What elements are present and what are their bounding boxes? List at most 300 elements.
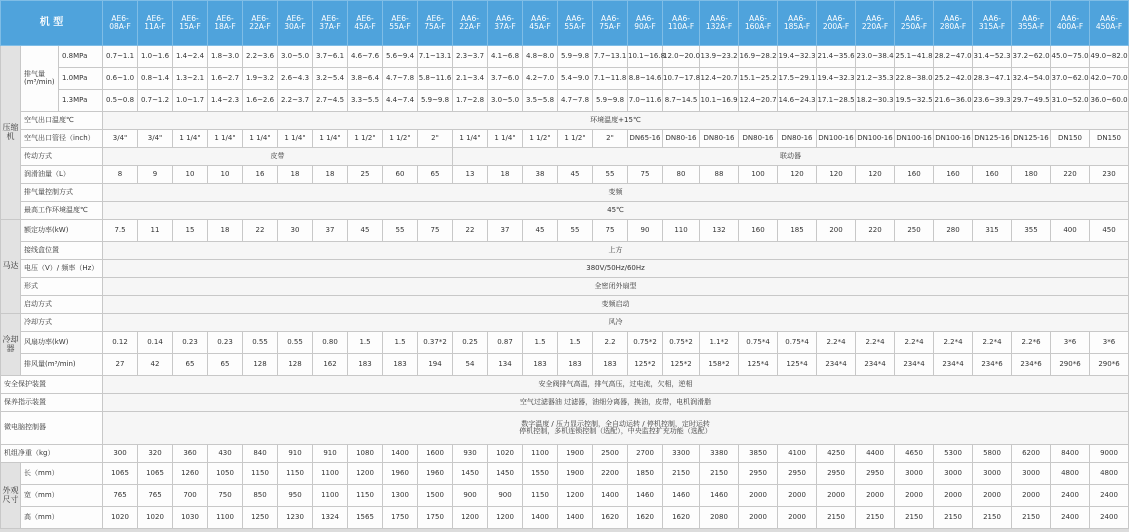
- outlet-size-cell: DN150: [1051, 130, 1090, 148]
- length-cell: 1960: [418, 463, 453, 485]
- height-cell: 2400: [1090, 507, 1129, 529]
- height-cell: 2150: [856, 507, 895, 529]
- exhaust-cell: 183: [523, 354, 558, 376]
- exhaust-cell: 234*4: [856, 354, 895, 376]
- fan-power-cell: 0.80: [313, 332, 348, 354]
- form-row: [1, 278, 1129, 296]
- weight-cell: 5300: [934, 445, 973, 463]
- length-cell: 2200: [593, 463, 628, 485]
- outlet-size-cell: DN125-16: [1012, 130, 1051, 148]
- microcontrol-label: 微电脑控制器: [1, 412, 103, 445]
- model-title: 机 型: [1, 1, 103, 46]
- fan-power-cell: 0.12: [103, 332, 138, 354]
- width-cell: 1150: [523, 485, 558, 507]
- height-cell: 2150: [895, 507, 934, 529]
- flow-cell: 31.0~52.0: [1051, 90, 1090, 112]
- oil-cell: 10: [208, 166, 243, 184]
- motor-power-cell: 355: [1012, 220, 1051, 242]
- model-cell: AE6-37A-F: [313, 1, 348, 46]
- width-cell: 1400: [593, 485, 628, 507]
- fan-power-cell: 0.75*2: [663, 332, 700, 354]
- flow-cell: 23.6~39.3: [973, 90, 1012, 112]
- length-cell: 1850: [628, 463, 663, 485]
- flow-cell: 1.8~3.0: [208, 46, 243, 68]
- weight-cell: 360: [173, 445, 208, 463]
- height-cell: 1250: [243, 507, 278, 529]
- weight-cell: 1020: [488, 445, 523, 463]
- flow-cell: 32.4~54.0: [1012, 68, 1051, 90]
- flow-cell: 12.0~20.0: [663, 46, 700, 68]
- oil-cell: 120: [817, 166, 856, 184]
- flow-cell: 4.6~7.6: [348, 46, 383, 68]
- outlet-size-cell: DN100-16: [856, 130, 895, 148]
- fan-power-cell: 0.23: [208, 332, 243, 354]
- fan-power-cell: 0.87: [488, 332, 523, 354]
- cooling-method-label: 冷却方式: [21, 314, 103, 332]
- fan-power-cell: 0.75*4: [739, 332, 778, 354]
- model-cell: AA6-75A-F: [593, 1, 628, 46]
- exhaust-cell: 125*4: [739, 354, 778, 376]
- flow-cell: 0.5~0.8: [103, 90, 138, 112]
- outlet-size-cell: 2": [418, 130, 453, 148]
- weight-cell: 8400: [1051, 445, 1090, 463]
- flow-cell: 2.1~3.4: [453, 68, 488, 90]
- outlet-size-cell: 1 1/4": [278, 130, 313, 148]
- width-cell: 2400: [1090, 485, 1129, 507]
- flow-cell: 28.2~47.0: [934, 46, 973, 68]
- terminal-label: 接线盒位置: [21, 242, 103, 260]
- flow-cell: 5.8~11.6: [418, 68, 453, 90]
- microcontrol-value: [103, 412, 1129, 445]
- outlet-size-cell: DN100-16: [817, 130, 856, 148]
- drive-label: 传动方式: [21, 148, 103, 166]
- exhaust-cell: 42: [138, 354, 173, 376]
- height-row: [1, 507, 1129, 529]
- flow-cell: 1.0~1.7: [173, 90, 208, 112]
- weight-label: 机组净重（kg）: [1, 445, 103, 463]
- safety-label: 安全保护装置: [1, 376, 103, 394]
- exhaust-cell: 290*6: [1051, 354, 1090, 376]
- flow-cell: 3.2~5.4: [313, 68, 348, 90]
- width-cell: 2000: [973, 485, 1012, 507]
- height-cell: 2150: [1012, 507, 1051, 529]
- fan-power-label: 风扇功率(kW): [21, 332, 103, 354]
- width-cell: 950: [278, 485, 313, 507]
- motor-power-cell: 110: [663, 220, 700, 242]
- outlet-size-cell: 1 1/2": [383, 130, 418, 148]
- flow-cell: 0.7~1.2: [138, 90, 173, 112]
- height-cell: 1200: [453, 507, 488, 529]
- model-cell: AA6-250A-F: [895, 1, 934, 46]
- length-cell: 3000: [895, 463, 934, 485]
- fan-power-cell: 0.37*2: [418, 332, 453, 354]
- terminal-row: [1, 242, 1129, 260]
- max-temp-row: [1, 202, 1129, 220]
- weight-cell: 6200: [1012, 445, 1051, 463]
- flow-cell: 7.0~11.6: [628, 90, 663, 112]
- exhaust-cell: 54: [453, 354, 488, 376]
- length-row: [1, 463, 1129, 485]
- group-cooler: 冷却器: [1, 314, 21, 376]
- exhaust-row: [1, 354, 1129, 376]
- flow-cell: 1.6~2.6: [243, 90, 278, 112]
- outlet-size-cell: 2": [593, 130, 628, 148]
- exhaust-cell: 234*6: [1012, 354, 1051, 376]
- oil-cell: 10: [173, 166, 208, 184]
- oil-cell: 75: [628, 166, 663, 184]
- exhaust-cell: 234*6: [973, 354, 1012, 376]
- exhaust-cell: 194: [418, 354, 453, 376]
- outlet-size-cell: DN80-16: [700, 130, 739, 148]
- safety-value: 安全阀排气高温，排气高压，过电流，欠相，逆相: [103, 376, 1129, 394]
- motor-power-cell: 22: [453, 220, 488, 242]
- length-cell: 1450: [488, 463, 523, 485]
- start-row: [1, 296, 1129, 314]
- exhaust-cell: 128: [278, 354, 313, 376]
- flow-cell: 12.4~20.7: [700, 68, 739, 90]
- flow-cell: 21.2~35.3: [856, 68, 895, 90]
- motor-power-cell: 55: [383, 220, 418, 242]
- width-cell: 900: [453, 485, 488, 507]
- weight-cell: 1100: [523, 445, 558, 463]
- oil-cell: 18: [278, 166, 313, 184]
- length-cell: 1450: [453, 463, 488, 485]
- flow-row: [1, 46, 1129, 68]
- model-header-row: [1, 1, 1129, 46]
- model-cell: AA6-45A-F: [523, 1, 558, 46]
- fan-power-cell: 1.5: [383, 332, 418, 354]
- length-cell: 3000: [973, 463, 1012, 485]
- cooling-method-value: 风冷: [103, 314, 1129, 332]
- outlet-size-cell: 1 1/4": [243, 130, 278, 148]
- fan-power-cell: 2.2*4: [817, 332, 856, 354]
- height-cell: 1620: [628, 507, 663, 529]
- weight-cell: 300: [103, 445, 138, 463]
- model-cell: AA6-450A-F: [1090, 1, 1129, 46]
- oil-cell: 88: [700, 166, 739, 184]
- flow-cell: 1.3~2.1: [173, 68, 208, 90]
- flow-cell: 25.1~41.8: [895, 46, 934, 68]
- flow-cell: 0.8~1.4: [138, 68, 173, 90]
- width-cell: 1460: [628, 485, 663, 507]
- oil-cell: 120: [856, 166, 895, 184]
- oil-cell: 55: [593, 166, 628, 184]
- height-cell: 1400: [558, 507, 593, 529]
- model-cell: AA6-315A-F: [973, 1, 1012, 46]
- fan-power-cell: 1.5: [558, 332, 593, 354]
- fan-power-cell: 2.2*6: [1012, 332, 1051, 354]
- length-cell: 1960: [383, 463, 418, 485]
- weight-cell: 4250: [817, 445, 856, 463]
- height-cell: 1100: [208, 507, 243, 529]
- flow-cell: 4.8~8.0: [523, 46, 558, 68]
- flow-label: 排气量(m³/min): [21, 46, 59, 112]
- flow-cell: 3.0~5.0: [278, 46, 313, 68]
- oil-label: 润滑油量（L）: [21, 166, 103, 184]
- group-motor: 马达: [1, 220, 21, 314]
- model-cell: AA6-22A-F: [453, 1, 488, 46]
- motor-power-row: [1, 220, 1129, 242]
- flow-row: [1, 90, 1129, 112]
- flow-cell: 37.0~62.0: [1051, 68, 1090, 90]
- flow-cell: 8.8~14.6: [628, 68, 663, 90]
- length-cell: 2950: [778, 463, 817, 485]
- flow-cell: 21.4~35.6: [817, 46, 856, 68]
- length-cell: 1260: [173, 463, 208, 485]
- motor-power-cell: 37: [488, 220, 523, 242]
- flow-cell: 8.7~14.5: [663, 90, 700, 112]
- max-temp-value: 45℃: [103, 202, 1129, 220]
- flow-cell: 14.6~24.3: [778, 90, 817, 112]
- oil-cell: 45: [558, 166, 593, 184]
- height-cell: 1200: [488, 507, 523, 529]
- exhaust-cell: 65: [208, 354, 243, 376]
- oil-cell: 16: [243, 166, 278, 184]
- model-cell: AE6-45A-F: [348, 1, 383, 46]
- outlet-size-cell: DN100-16: [895, 130, 934, 148]
- motor-power-cell: 220: [856, 220, 895, 242]
- fan-power-cell: 0.75*4: [778, 332, 817, 354]
- height-cell: 2000: [778, 507, 817, 529]
- fan-power-cell: 2.2: [593, 332, 628, 354]
- fan-power-cell: 0.23: [173, 332, 208, 354]
- flow-cell: 21.6~36.0: [934, 90, 973, 112]
- fan-power-cell: 0.25: [453, 332, 488, 354]
- model-cell: AA6-90A-F: [628, 1, 663, 46]
- flow-cell: 3.7~6.1: [313, 46, 348, 68]
- weight-cell: 1600: [418, 445, 453, 463]
- cooling-method-row: [1, 314, 1129, 332]
- motor-power-cell: 160: [739, 220, 778, 242]
- motor-power-cell: 90: [628, 220, 663, 242]
- length-cell: 1065: [138, 463, 173, 485]
- outlet-size-cell: DN80-16: [778, 130, 817, 148]
- start-label: 启动方式: [21, 296, 103, 314]
- max-temp-label: 最高工作环境温度℃: [21, 202, 103, 220]
- flow-cell: 7.1~11.8: [593, 68, 628, 90]
- oil-cell: 120: [778, 166, 817, 184]
- exhaust-cell: 183: [383, 354, 418, 376]
- width-cell: 1460: [663, 485, 700, 507]
- flow-cell: 45.0~75.0: [1051, 46, 1090, 68]
- flow-cell: 1.0~1.6: [138, 46, 173, 68]
- flow-cell: 22.8~38.0: [895, 68, 934, 90]
- group-dimensions: 外观尺寸: [1, 463, 21, 529]
- flow-cell: 3.0~5.0: [488, 90, 523, 112]
- fan-power-cell: 2.2*4: [856, 332, 895, 354]
- fan-power-cell: 3*6: [1051, 332, 1090, 354]
- width-cell: 700: [173, 485, 208, 507]
- outlet-size-cell: 3/4": [138, 130, 173, 148]
- width-cell: 2000: [778, 485, 817, 507]
- drive-belt: 皮带: [103, 148, 453, 166]
- oil-row: [1, 166, 1129, 184]
- oil-cell: 230: [1090, 166, 1129, 184]
- outlet-size-cell: 1 1/2": [348, 130, 383, 148]
- flow-cell: 2.7~4.5: [313, 90, 348, 112]
- length-cell: 2950: [856, 463, 895, 485]
- model-cell: AA6-160A-F: [739, 1, 778, 46]
- model-cell: AA6-280A-F: [934, 1, 973, 46]
- length-cell: 1550: [523, 463, 558, 485]
- exhaust-cell: 27: [103, 354, 138, 376]
- flow-cell: 10.1~16.8: [628, 46, 663, 68]
- microcontrol-line-1: 数字温度 / 压力显示控制，全自动运转 / 停机控制，定时运转: [521, 419, 710, 428]
- height-cell: 1030: [173, 507, 208, 529]
- oil-cell: 80: [663, 166, 700, 184]
- flow-cell: 5.6~9.4: [383, 46, 418, 68]
- flow-cell: 37.2~62.0: [1012, 46, 1051, 68]
- height-cell: 1620: [593, 507, 628, 529]
- height-cell: 2150: [934, 507, 973, 529]
- flow-cell: 4.1~6.8: [488, 46, 523, 68]
- weight-cell: 910: [278, 445, 313, 463]
- outlet-size-cell: DN65-16: [628, 130, 663, 148]
- flow-cell: 42.0~70.0: [1090, 68, 1129, 90]
- outlet-size-label: 空气出口管径（inch）: [21, 130, 103, 148]
- outlet-size-cell: DN80-16: [663, 130, 700, 148]
- exhaust-cell: 134: [488, 354, 523, 376]
- model-cell: AE6-55A-F: [383, 1, 418, 46]
- fan-power-cell: 2.2*4: [934, 332, 973, 354]
- outlet-size-cell: 1 1/4": [488, 130, 523, 148]
- flow-cell: 2.6~4.3: [278, 68, 313, 90]
- voltage-row: [1, 260, 1129, 278]
- oil-cell: 25: [348, 166, 383, 184]
- flow-cell: 18.2~30.3: [856, 90, 895, 112]
- model-cell: AA6-110A-F: [663, 1, 700, 46]
- exhaust-cell: 290*6: [1090, 354, 1129, 376]
- weight-cell: 1900: [558, 445, 593, 463]
- flow-cell: 1.6~2.7: [208, 68, 243, 90]
- outlet-temp-value: 环境温度+15℃: [103, 112, 1129, 130]
- motor-power-cell: 200: [817, 220, 856, 242]
- model-cell: AA6-355A-F: [1012, 1, 1051, 46]
- fan-power-cell: 0.14: [138, 332, 173, 354]
- flow-cell: 4.7~7.8: [558, 90, 593, 112]
- length-cell: 3000: [934, 463, 973, 485]
- motor-power-cell: 22: [243, 220, 278, 242]
- width-cell: 2000: [739, 485, 778, 507]
- flow-cell: 5.4~9.0: [558, 68, 593, 90]
- height-cell: 1750: [383, 507, 418, 529]
- flow-cell: 19.5~32.5: [895, 90, 934, 112]
- flow-cell: 16.9~28.2: [739, 46, 778, 68]
- motor-power-cell: 18: [208, 220, 243, 242]
- width-cell: 1200: [558, 485, 593, 507]
- width-row: [1, 485, 1129, 507]
- weight-cell: 2500: [593, 445, 628, 463]
- oil-cell: 18: [313, 166, 348, 184]
- outlet-size-cell: DN80-16: [739, 130, 778, 148]
- exhaust-cell: 125*2: [663, 354, 700, 376]
- weight-cell: 910: [313, 445, 348, 463]
- weight-cell: 5800: [973, 445, 1012, 463]
- flow-cell: 19.4~32.3: [778, 46, 817, 68]
- model-cell: AE6-15A-F: [173, 1, 208, 46]
- flow-cell: 4.7~7.8: [383, 68, 418, 90]
- flow-cell: 1.9~3.2: [243, 68, 278, 90]
- height-cell: 1750: [418, 507, 453, 529]
- flow-cell: 4.2~7.0: [523, 68, 558, 90]
- height-cell: 1565: [348, 507, 383, 529]
- fan-power-cell: 2.2*4: [895, 332, 934, 354]
- oil-cell: 100: [739, 166, 778, 184]
- terminal-value: 上方: [103, 242, 1129, 260]
- motor-power-cell: 75: [418, 220, 453, 242]
- fan-power-cell: 0.55: [243, 332, 278, 354]
- pressure-label: 1.3MPa: [59, 90, 103, 112]
- control-label: 排气量控制方式: [21, 184, 103, 202]
- fan-power-row: [1, 332, 1129, 354]
- flow-cell: 10.1~16.9: [700, 90, 739, 112]
- exhaust-cell: 234*4: [817, 354, 856, 376]
- outlet-size-cell: 1 1/4": [453, 130, 488, 148]
- width-cell: 1150: [348, 485, 383, 507]
- oil-cell: 8: [103, 166, 138, 184]
- motor-power-cell: 37: [313, 220, 348, 242]
- flow-cell: 3.7~6.0: [488, 68, 523, 90]
- motor-power-cell: 45: [348, 220, 383, 242]
- flow-cell: 2.2~3.6: [243, 46, 278, 68]
- flow-cell: 29.7~49.5: [1012, 90, 1051, 112]
- weight-cell: 4650: [895, 445, 934, 463]
- motor-power-cell: 450: [1090, 220, 1129, 242]
- length-cell: 4800: [1051, 463, 1090, 485]
- outlet-temp-label: 空气出口温度℃: [21, 112, 103, 130]
- outlet-size-cell: 1 1/4": [173, 130, 208, 148]
- exhaust-cell: 234*4: [934, 354, 973, 376]
- motor-power-cell: 15: [173, 220, 208, 242]
- length-cell: 3000: [1012, 463, 1051, 485]
- flow-cell: 1.7~2.8: [453, 90, 488, 112]
- weight-cell: 3380: [700, 445, 739, 463]
- model-cell: AE6-22A-F: [243, 1, 278, 46]
- model-cell: AA6-37A-F: [488, 1, 523, 46]
- motor-power-cell: 30: [278, 220, 313, 242]
- fan-power-cell: 1.1*2: [700, 332, 739, 354]
- flow-cell: 5.9~9.8: [418, 90, 453, 112]
- flow-cell: 3.3~5.5: [348, 90, 383, 112]
- model-cell: AA6-200A-F: [817, 1, 856, 46]
- weight-cell: 3300: [663, 445, 700, 463]
- height-cell: 1400: [523, 507, 558, 529]
- weight-cell: 2700: [628, 445, 663, 463]
- exhaust-cell: 158*2: [700, 354, 739, 376]
- model-cell: AA6-220A-F: [856, 1, 895, 46]
- height-cell: 1020: [138, 507, 173, 529]
- height-cell: 1324: [313, 507, 348, 529]
- flow-cell: 15.1~25.2: [739, 68, 778, 90]
- fan-power-cell: 3*6: [1090, 332, 1129, 354]
- form-label: 形式: [21, 278, 103, 296]
- width-cell: 2000: [934, 485, 973, 507]
- form-value: 全密闭外扇型: [103, 278, 1129, 296]
- length-cell: 2150: [700, 463, 739, 485]
- model-cell: AE6-75A-F: [418, 1, 453, 46]
- flow-cell: 1.4~2.3: [208, 90, 243, 112]
- weight-cell: 9000: [1090, 445, 1129, 463]
- flow-cell: 3.8~6.4: [348, 68, 383, 90]
- weight-cell: 930: [453, 445, 488, 463]
- width-cell: 765: [103, 485, 138, 507]
- model-cell: AA6-185A-F: [778, 1, 817, 46]
- oil-cell: 18: [488, 166, 523, 184]
- flow-cell: 7.7~13.1: [593, 46, 628, 68]
- flow-cell: 12.4~20.7: [739, 90, 778, 112]
- safety-row: [1, 376, 1129, 394]
- flow-cell: 3.5~5.8: [523, 90, 558, 112]
